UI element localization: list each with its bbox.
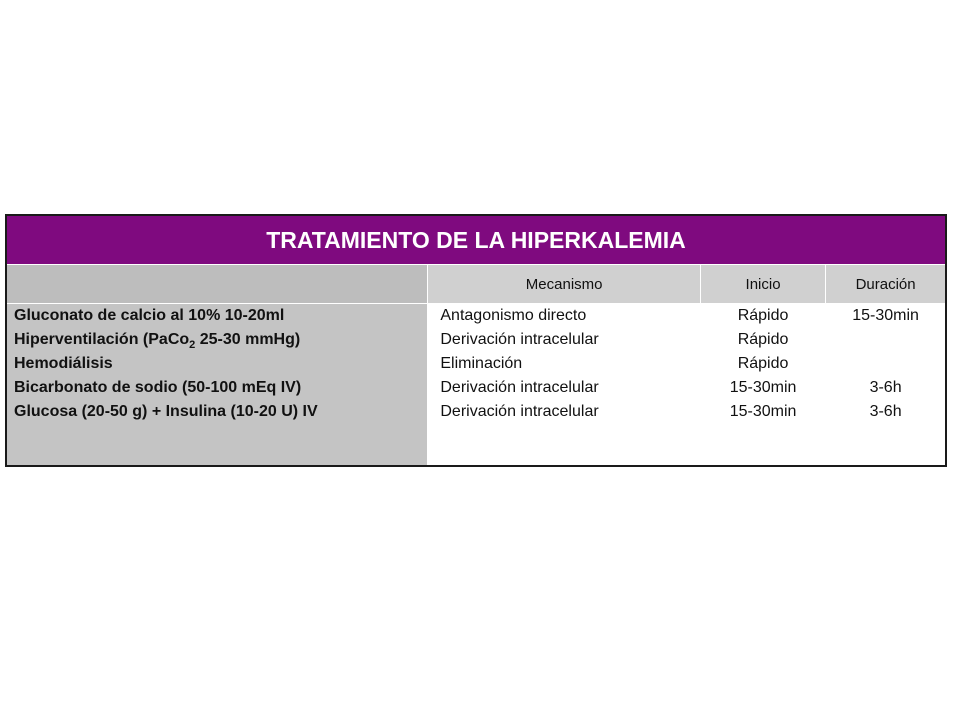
treatment-item: Gluconato de calcio al 10% 10-20ml xyxy=(14,307,285,324)
header-mechanism: Mecanismo xyxy=(428,265,701,304)
onset-item: Rápido xyxy=(737,355,789,372)
duration-item: 15-30min xyxy=(852,307,919,324)
mechanism-item: Eliminación xyxy=(440,355,523,372)
onset-item: Rápido xyxy=(737,331,789,348)
onset-item: 15-30min xyxy=(729,403,797,420)
mechanism-cell xyxy=(428,304,701,467)
treatments-cell xyxy=(6,304,428,467)
duration-item: 3-6h xyxy=(869,379,902,396)
header-treatment xyxy=(6,265,428,304)
mechanism-item: Antagonismo directo xyxy=(440,307,587,324)
subscript: 2 xyxy=(189,339,196,351)
onset-item: 15-30min xyxy=(729,379,797,396)
duration-item xyxy=(826,328,945,352)
duration-item: 3-6h xyxy=(869,403,902,420)
treatment-item: Hemodiálisis xyxy=(14,355,113,372)
table-title: TRATAMIENTO DE LA HIPERKALEMIA xyxy=(6,215,946,265)
header-duration: Duración xyxy=(826,265,946,304)
mechanism-item: Derivación intracelular xyxy=(440,379,599,396)
mechanism-item: Derivación intracelular xyxy=(440,331,599,348)
duration-cell xyxy=(826,304,946,467)
treatment-item: Bicarbonato de sodio (50-100 mEq IV) xyxy=(14,379,302,396)
treatment-item: Glucosa (20-50 g) + Insulina (10-20 U) IV xyxy=(14,403,318,420)
hyperkalemia-treatment-table xyxy=(5,214,947,467)
onset-item: Rápido xyxy=(737,307,789,324)
treatment-item xyxy=(14,328,427,352)
onset-cell xyxy=(700,304,825,467)
treatment-text-tail: 25-30 mmHg) xyxy=(195,331,301,348)
mechanism-item: Derivación intracelular xyxy=(440,403,599,420)
duration-item xyxy=(826,352,945,376)
header-onset: Inicio xyxy=(700,265,825,304)
treatment-text: Hiperventilación (PaCo xyxy=(14,331,190,348)
